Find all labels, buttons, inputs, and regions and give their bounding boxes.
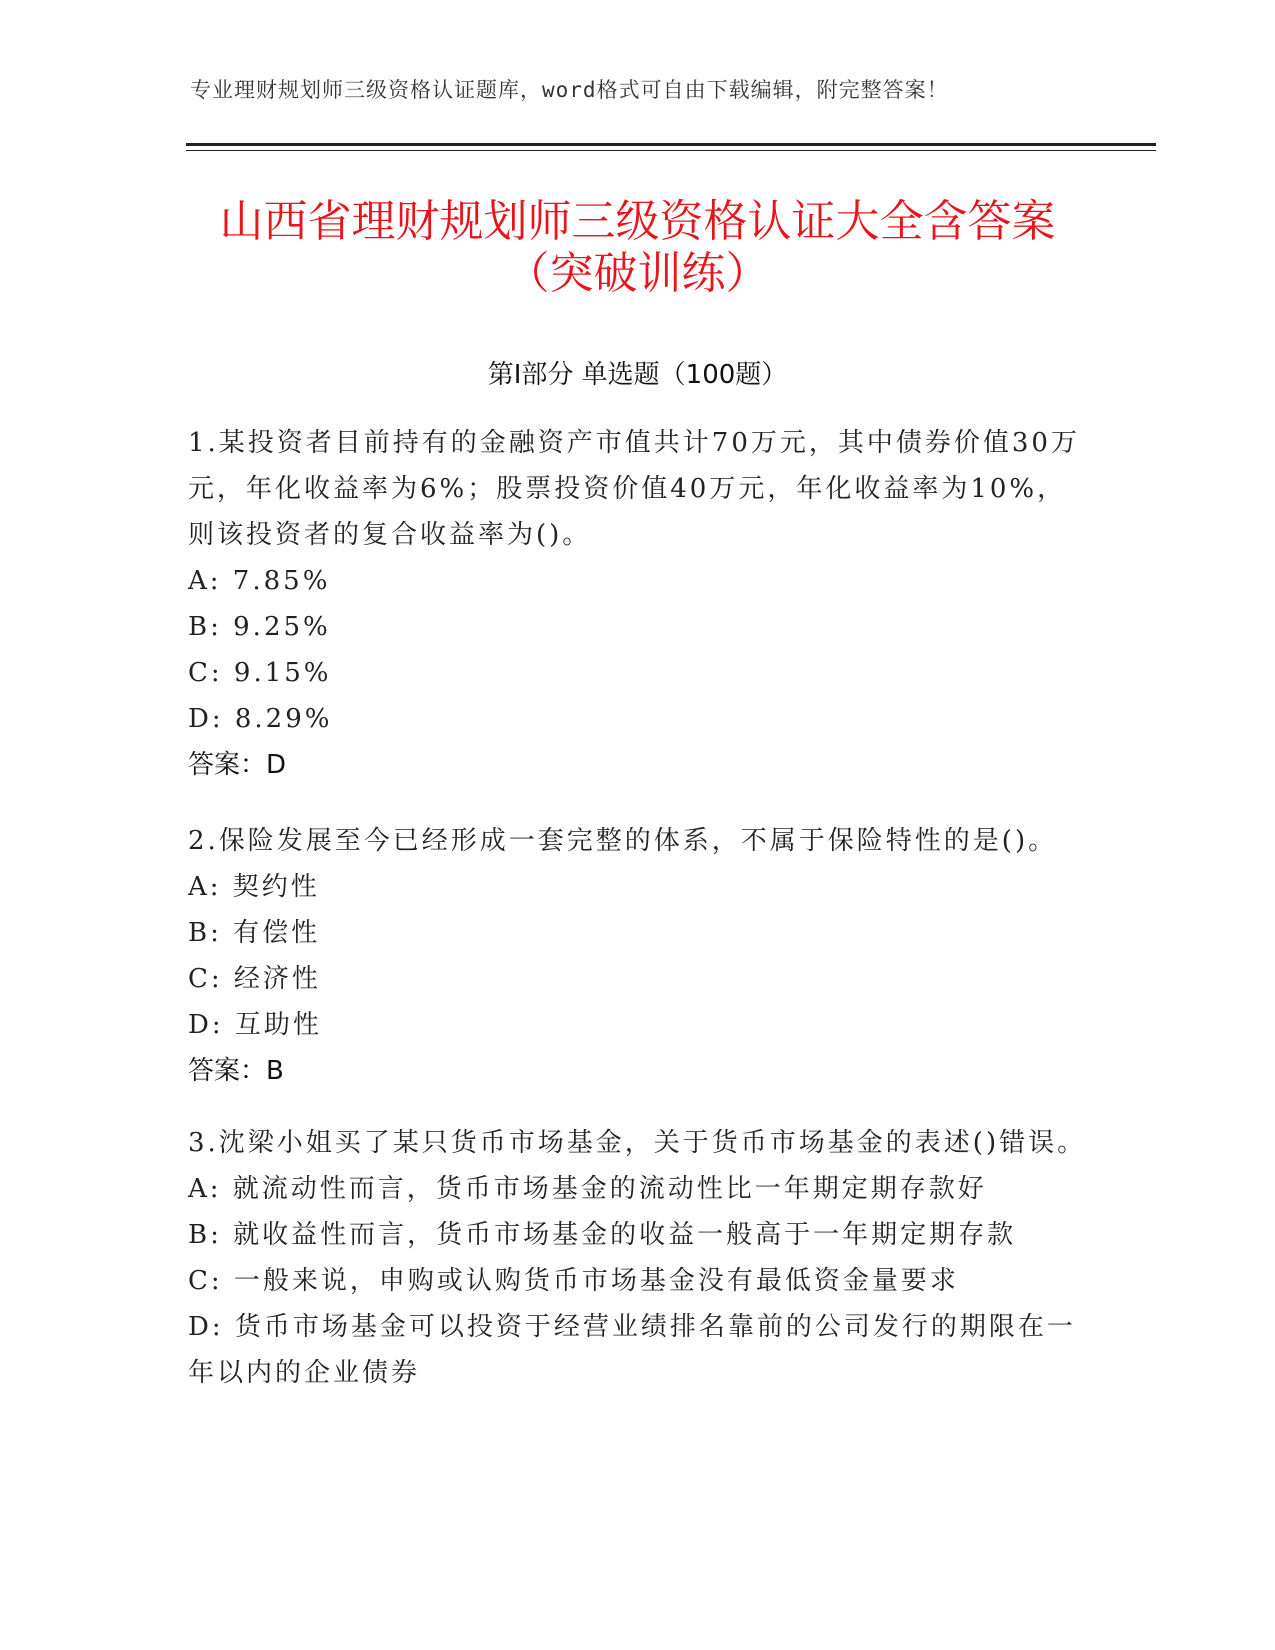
document-title-line1: 山西省理财规划师三级资格认证大全含答案	[219, 196, 1056, 247]
option-c: C: 一般来说，申购或认购货币市场基金没有最低资金量要求	[188, 1266, 959, 1296]
option-a: A: 7.85%	[188, 566, 331, 596]
answer-label: 答案：B	[188, 1056, 284, 1086]
question-stem: 3.沈梁小姐买了某只货币市场基金，关于货币市场基金的表述()错误。	[188, 1128, 1087, 1158]
section-heading: 第Ⅰ部分 单选题（100题）	[487, 360, 788, 390]
option-a: A: 就流动性而言，货币市场基金的流动性比一年期定期存款好	[188, 1174, 987, 1204]
option-c: C: 9.15%	[188, 658, 332, 688]
question-1	[188, 420, 1088, 788]
option-d: D: 8.29%	[188, 704, 333, 734]
question-stem: 2.保险发展至今已经形成一套完整的体系，不属于保险特性的是()。	[188, 826, 1058, 856]
option-b: B: 有偿性	[188, 918, 321, 948]
option-b: B: 9.25%	[188, 612, 331, 642]
question-2	[188, 818, 1088, 1094]
option-a: A: 契约性	[188, 872, 320, 902]
option-b: B: 就收益性而言，货币市场基金的收益一般高于一年期定期存款	[188, 1220, 1017, 1250]
option-d: D: 货币市场基金可以投资于经营业绩排名靠前的公司发行的期限在一年以内的企业债券	[188, 1312, 1076, 1388]
question-stem: 1.某投资者目前持有的金融资产市值共计70万元，其中债券价值30万元，年化收益率为6%；股票投资价值40万元，年化收益率为10%，则该投资者的复合收益率为()。	[188, 428, 1080, 550]
document-title-line2: （突破训练）	[505, 248, 770, 299]
question-3	[188, 1120, 1088, 1396]
running-header: 专业理财规划师三级资格认证题库，word格式可自由下载编辑，附完整答案！	[190, 78, 949, 102]
header-rule-thick	[186, 143, 1156, 146]
option-c: C: 经济性	[188, 964, 321, 994]
answer-label: 答案：D	[188, 750, 287, 780]
document-title	[0, 196, 1275, 300]
header-rule-thin	[186, 150, 1156, 151]
option-d: D: 互助性	[188, 1010, 322, 1040]
